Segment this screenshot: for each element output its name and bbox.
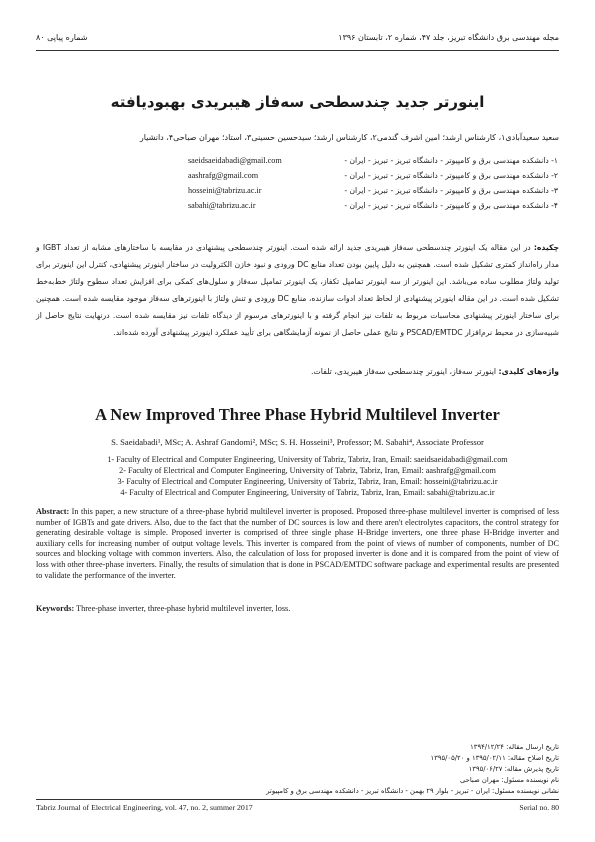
abstract-text-fa: در این مقاله یک اینورتر چندسطحی سه‌فاز هیبریدی جدید ارائه شده است. اینورتر چندسطحی پیشنهادی در مقایسه با ساختارهای مشابه از تعداد IGBT و مدار راه‌انداز کمتری تشکیل شده است. همچنین به دلیل پایین بودن تعداد منابع DC ورودی و نبود خازن الکترولیت در ساختار اینورتر پیشنهادی، کنترل این اینورتر برای تولید ولتاژ مطلوب ساده می‌باشد. این اینورتر از سه اینورتر تمامپل تکفاز، یک اینورتر تمامپل سه‌فاز و سلول‌های کمکی برای افزایش تعداد سطوح ولتاژ خط‌به‌خط تشکیل شده است. در این مقاله اینورتر پیشنهادی از لحاظ تعداد ادوات سازنده، منابع DC ورودی و تنش ولتاژ با اینورترهای سه‌فاز موجود مقایسه شده است. همچنین برای ساختار اینورتر پیشنهادی محاسبات مربوط به تلفات نیز انجام گرفته و با اینورترهای مرسوم از دیدگاه تلفات نیز مقایسه شده است. درنهایت نتایج حاصل از شبیه‌سازی در محیط نرم‌افزار PSCAD/EMTDC و نتایج عملی حاصل از نمونه آزمایشگاهی برای تأیید عملکرد اینورتر پیشنهادی آورده شده‌اند.: [36, 243, 559, 337]
affiliation-text: ۲- دانشکده مهندسی برق و کامپیوتر - دانشگاه تبریز - تبریز - ایران -: [344, 171, 558, 180]
authors-en: S. Saeidabadi¹, MSc; A. Ashraf Gandomi², MSc; S. H. Hosseini³, Professor; M. Sabahi⁴, Associate Professor: [111, 437, 484, 447]
keywords-label-en: Keywords:: [36, 604, 75, 613]
affiliation-fa-3: [188, 186, 558, 198]
keywords-en: [36, 604, 559, 613]
affiliation-fa-4: [188, 201, 558, 213]
serial-footer-en: Serial no. 80: [519, 803, 559, 812]
running-header: [36, 33, 559, 47]
title-en: A New Improved Three Phase Hybrid Multilevel Inverter: [95, 405, 500, 424]
affiliation-en-3: 3- Faculty of Electrical and Computer Engineering, University of Tabriz, Tabriz, Iran, Email: hosseini@tabrizu.ac.ir: [117, 477, 498, 486]
date-received: تاریخ ارسال مقاله: ۱۳۹۴/۱۲/۲۴: [470, 743, 559, 751]
date-accepted: تاریخ پذیرش مقاله: ۱۳۹۵/۰۶/۲۷: [468, 765, 559, 773]
affiliation-text: ۴- دانشکده مهندسی برق و کامپیوتر - دانشگاه تبریز - تبریز - ایران -: [344, 201, 558, 210]
affiliation-text: ۱- دانشکده مهندسی برق و کامپیوتر - دانشگاه تبریز - تبریز - ایران -: [344, 156, 558, 165]
header-rule: [36, 50, 559, 51]
keywords-text-fa: اینورتر سه‌فاز، اینورتر چندسطحی سه‌فاز هیبریدی، تلفات.: [310, 367, 497, 376]
affiliation-fa-1: [188, 156, 558, 168]
affiliation-en-4: 4- Faculty of Electrical and Computer Engineering, University of Tabriz, Tabriz, Iran, Email: sabahi@tabrizu.ac.ir: [120, 488, 495, 497]
serial-header-fa: شماره پیاپی ۸۰: [36, 33, 88, 42]
affiliation-text: ۳- دانشکده مهندسی برق و کامپیوتر - دانشگاه تبریز - تبریز - ایران -: [344, 186, 558, 195]
date-revised: تاریخ اصلاح مقاله: ۱۳۹۵/۰۲/۱۱ و ۱۳۹۵/۰۵/۲۰: [430, 754, 559, 762]
affiliation-email[interactable]: hosseini@tabrizu.ac.ir: [188, 186, 262, 195]
affiliation-fa-2: [188, 171, 558, 183]
affiliation-email[interactable]: aashrafg@gmail.com: [188, 171, 259, 180]
keywords-label-fa: واژه‌های کلیدی:: [498, 367, 559, 376]
title-fa: اینورتر جدید چندسطحی سه‌فاز هیبریدی بهبودیافته: [110, 93, 485, 111]
abstract-text-en: In this paper, a new structure of a three-phase hybrid multilevel inverter is proposed. Proposed three-phase multilevel inverter is comprised of less number of IGBTs and gate drivers. Also, due to the fact that the number of DC sources is low and there aren't electrolytes capacitors, the control strategy for generating desirable voltage is simple. Proposed inverter is comprised of three single phase H-Bridge inverters, one three phase H-Bridge inverter and auxiliary cells for increasing number of output voltage levels. This inverter is compared from the point of views of number of components, number of DC sources and blocking voltage with common inverters. Also, the calculation of loss for proposed inverter is done and it is compared from the point of view of loss with other three-phase inverters. Finally, the results of simulation that is done in PSCAD/EMTDC software package and experimental results are presented to validate the performance of the inverter.: [36, 507, 560, 580]
authors-fa: سعید سعیدآبادی۱، کارشناس ارشد؛ امین اشرف گندمی۲، کارشناس ارشد؛ سیدحسین حسینی۳، استاد؛ مهران صباحی۴، دانشیار: [139, 133, 559, 142]
affiliation-email[interactable]: sabahi@tabrizu.ac.ir: [188, 201, 256, 210]
journal-footer-en: Tabriz Journal of Electrical Engineering, vol. 47, no. 2, summer 2017: [36, 803, 253, 812]
affiliation-en-1: 1- Faculty of Electrical and Computer Engineering, University of Tabriz, Tabriz, Iran, Email: saeidsaeidabadi@gmail.com: [107, 455, 508, 464]
corresponding-address: نشانی نویسنده مسئول: ایران - تبریز - بلوار ۲۹ بهمن - دانشگاه تبریز - دانشکده مهندسی برق و کامپیوتر: [266, 787, 559, 795]
abstract-en: [36, 507, 559, 581]
affiliation-email[interactable]: saeidsaeidabadi@gmail.com: [188, 156, 282, 165]
abstract-label-en: Abstract:: [36, 507, 70, 516]
footer-rule: [36, 799, 559, 800]
journal-header-fa: مجله مهندسی برق دانشگاه تبریز، جلد ۴۷، شماره ۲، تابستان ۱۳۹۶: [338, 33, 559, 42]
keywords-text-en: Three-phase inverter, three-phase hybrid multilevel inverter, loss.: [76, 604, 291, 613]
corresponding-author: نام نویسنده مسئول: مهران صباحی: [459, 776, 559, 784]
abstract-fa: [36, 239, 559, 341]
keywords-fa: [36, 367, 559, 376]
abstract-label-fa: چکیده:: [533, 243, 560, 252]
affiliation-en-2: 2- Faculty of Electrical and Computer Engineering, University of Tabriz, Tabriz, Iran, Email: aashrafg@gmail.com: [119, 466, 496, 475]
